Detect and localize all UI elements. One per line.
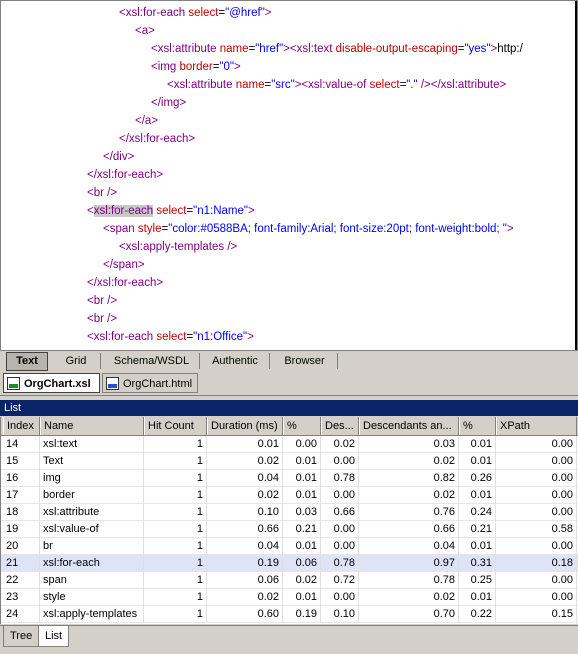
table-cell: 0.78 [321,555,359,572]
code-token: "href" [255,43,284,55]
code-token: select [188,7,219,19]
code-token: "yes" [464,43,491,55]
table-cell: 1 [144,470,207,487]
code-token: "src" [271,79,295,91]
table-cell: 1 [144,589,207,606]
code-token: "0" [219,61,234,73]
column-header[interactable]: XPath [496,417,577,435]
code-token: <br /> [87,295,118,307]
code-token: <img [151,61,180,73]
table-cell: 0.00 [321,538,359,555]
table-cell: 0.04 [207,538,283,555]
table-cell: 0.00 [321,487,359,504]
table-cell: 0.00 [321,589,359,606]
table-cell: 0.66 [359,521,459,538]
code-token: <a> [135,25,155,37]
table-cell: 0.01 [283,470,321,487]
table-cell: 0.04 [207,470,283,487]
panel-title: List [0,400,578,416]
table-cell: 0.19 [207,555,283,572]
code-token: </a> [135,115,159,127]
table-cell: 1 [144,453,207,470]
table-cell: 19 [3,521,40,538]
code-line[interactable] [103,256,145,274]
table-cell: 1 [144,572,207,589]
code-token: <br /> [87,313,118,325]
table-cell: 0.00 [496,504,577,521]
table-cell: 0.97 [359,555,459,572]
table-cell: xsl:for-each [40,555,144,572]
code-token: /></xsl:attribute> [420,79,507,91]
panel-tab-bar [0,625,578,654]
tab-browser[interactable]: Browser [272,353,338,369]
table-cell: xsl:apply-templates [40,606,144,623]
document-tab-bar [0,371,578,396]
table-cell: 0.02 [207,487,283,504]
table-cell: 0.00 [496,470,577,487]
editor-right-border [575,1,577,350]
table-cell: 0.22 [459,606,496,623]
table-cell: 0.00 [496,572,577,589]
code-token: = [248,43,256,55]
table-header [1,417,578,436]
table-cell: style [40,589,144,606]
table-cell: 0.72 [321,572,359,589]
code-token: > [490,43,498,55]
table-cell: 0.00 [496,487,577,504]
code-token: </div> [103,151,135,163]
table-cell: 17 [3,487,40,504]
code-token: "n1:Name" [193,205,248,217]
code-line[interactable] [87,166,163,184]
table-cell: 0.78 [359,572,459,589]
table-row[interactable] [1,538,578,555]
table-cell: 0.58 [496,521,577,538]
table-cell: 0.21 [459,521,496,538]
tab-text[interactable]: Text [6,352,48,371]
code-token: <xsl:for-each [119,7,189,19]
table-cell: 22 [3,572,40,589]
table-cell: 0.01 [283,538,321,555]
code-line[interactable] [119,238,237,256]
column-header[interactable]: Hit Count [144,417,207,435]
table-cell: 0.66 [207,521,283,538]
column-header[interactable]: % [459,417,496,435]
table-row[interactable] [1,606,578,623]
code-line[interactable] [103,220,514,238]
tab-schema-wsdl[interactable]: Schema/WSDL [104,353,200,369]
table-cell: 0.01 [283,453,321,470]
table-cell: 16 [3,470,40,487]
table-cell: 1 [144,504,207,521]
code-token: <xsl:attribute [151,43,220,55]
table-cell: 0.02 [207,453,283,470]
code-token: ><xsl:text [283,43,336,55]
table-cell: 0.06 [283,555,321,572]
table-cell: 0.01 [283,589,321,606]
document-tab-label: OrgChart.xsl [24,378,91,390]
document-tab-label: OrgChart.html [123,378,193,390]
code-token: <xsl:for-each [87,331,157,343]
table-cell: 0.70 [359,606,459,623]
table-row[interactable] [1,470,578,487]
table-cell: 0.10 [207,504,283,521]
table-cell: 1 [144,521,207,538]
code-token: > [264,7,272,19]
table-cell: Text [40,453,144,470]
table-cell: 0.26 [459,470,496,487]
table-cell: 0.76 [359,504,459,521]
table-cell: xsl:value-of [40,521,144,538]
code-line[interactable] [87,274,163,292]
code-token: <xsl:apply-templates /> [119,241,238,253]
code-token: = [212,61,220,73]
table-row[interactable] [1,487,578,504]
code-line[interactable] [87,328,254,346]
table-row[interactable] [1,589,578,606]
table-cell: 1 [144,555,207,572]
table-cell: img [40,470,144,487]
table-cell: 0.00 [496,453,577,470]
column-header[interactable]: Descendants an... [359,417,459,435]
table-row[interactable] [1,555,578,572]
code-token: </xsl:for-each> [87,277,164,289]
table-cell: 0.00 [496,589,577,606]
table-cell: 0.02 [359,589,459,606]
table-row[interactable] [1,572,578,589]
code-token: = [264,79,272,91]
code-token: < [87,205,94,217]
code-token: = [218,7,226,19]
profiler-list-table[interactable] [0,417,578,624]
code-token: </xsl:for-each> [119,133,196,145]
code-line[interactable] [87,184,117,202]
table-cell: 0.18 [496,555,577,572]
code-line[interactable] [151,94,186,112]
table-cell: 0.00 [283,436,321,453]
table-row[interactable] [1,453,578,470]
table-cell: 15 [3,453,40,470]
table-cell: 0.00 [321,521,359,538]
code-token: xsl:for-each [93,205,154,217]
code-token: name [235,79,265,91]
table-cell: br [40,538,144,555]
table-cell: 0.00 [321,453,359,470]
code-token: "color:#0588BA; font-family:Arial; font-size:20pt; font-weight:bold; " [168,223,507,235]
column-header[interactable]: % [283,417,321,435]
code-token: </xsl:for-each> [87,169,164,181]
table-cell: 0.03 [283,504,321,521]
code-token: = [161,223,169,235]
code-token: "." [406,79,421,91]
table-cell: 0.01 [459,538,496,555]
table-cell: 0.10 [321,606,359,623]
table-row[interactable] [1,436,578,453]
table-cell: 0.60 [207,606,283,623]
table-cell: 0.04 [359,538,459,555]
tab-grid[interactable]: Grid [52,353,101,369]
code-token: = [186,331,194,343]
code-line[interactable] [151,40,523,58]
code-line[interactable] [151,58,241,76]
code-token: "n1:Office" [193,331,248,343]
table-cell: 0.78 [321,470,359,487]
table-cell: 18 [3,504,40,521]
table-cell: 21 [3,555,40,572]
code-token: <span [103,223,138,235]
code-token: = [186,205,194,217]
table-cell: 23 [3,589,40,606]
code-token: <xsl:attribute [167,79,236,91]
code-token: border [179,61,213,73]
code-line[interactable] [135,22,155,40]
code-token: <br /> [87,187,118,199]
code-token: disable-output-escaping [335,43,458,55]
code-token: "@href" [225,7,265,19]
tab-list[interactable]: List [38,626,69,647]
table-cell: xsl:attribute [40,504,144,521]
table-cell: 0.82 [359,470,459,487]
code-token: http:/ [497,43,523,55]
table-cell: 14 [3,436,40,453]
code-token: ><xsl:value-of [294,79,370,91]
table-cell: 0.02 [321,436,359,453]
table-cell: 0.02 [283,572,321,589]
code-token: select [369,79,400,91]
code-line[interactable] [167,76,506,94]
table-cell: 1 [144,606,207,623]
table-cell: 0.02 [359,487,459,504]
xsl-file-icon [7,377,20,390]
table-cell: 0.01 [459,436,496,453]
table-cell: 0.31 [459,555,496,572]
table-cell: border [40,487,144,504]
code-token: = [457,43,465,55]
table-cell: 20 [3,538,40,555]
table-cell: 1 [144,436,207,453]
table-cell: 0.66 [321,504,359,521]
code-token: > [506,223,514,235]
table-cell: 1 [144,538,207,555]
table-cell: 1 [144,487,207,504]
code-token: = [399,79,407,91]
table-cell: 0.01 [459,589,496,606]
tab-tree[interactable]: Tree [3,626,39,647]
html-file-icon [106,377,119,390]
code-token: </span> [103,259,145,271]
table-cell: 0.01 [459,453,496,470]
code-line[interactable] [119,130,195,148]
code-line[interactable] [87,292,117,310]
table-cell: 0.21 [283,521,321,538]
code-token: name [219,43,249,55]
code-token: > [233,61,241,73]
code-line[interactable] [135,112,158,130]
table-cell: xsl:text [40,436,144,453]
tab-authentic[interactable]: Authentic [201,353,270,369]
table-cell: 0.06 [207,572,283,589]
code-token: select [156,205,187,217]
table-cell: 0.24 [459,504,496,521]
table-cell: 0.01 [459,487,496,504]
table-cell: 0.00 [496,436,577,453]
document-tab-orgchart-xsl[interactable] [3,373,100,393]
column-header[interactable]: Des... [321,417,359,435]
code-line[interactable] [87,310,117,328]
table-cell: 0.01 [207,436,283,453]
column-header[interactable]: Name [40,417,144,435]
table-cell: 0.19 [283,606,321,623]
code-token: > [247,205,255,217]
table-cell: 0.25 [459,572,496,589]
table-cell: 0.02 [359,453,459,470]
document-tab-orgchart-html[interactable] [102,373,198,393]
table-cell: 0.02 [207,589,283,606]
table-row[interactable] [1,521,578,538]
table-cell: 24 [3,606,40,623]
table-cell: 0.03 [359,436,459,453]
table-cell: 0.01 [283,487,321,504]
code-token: style [137,223,162,235]
column-header[interactable]: Duration (ms) [207,417,283,435]
view-tab-bar [0,350,578,371]
code-line[interactable] [87,202,255,220]
table-row[interactable] [1,504,578,521]
code-token: select [156,331,187,343]
code-line[interactable] [119,4,272,22]
code-line[interactable] [103,148,134,166]
code-token: > [247,331,254,343]
table-cell: 0.00 [496,538,577,555]
column-header[interactable]: Index [3,417,40,435]
code-token: </img> [151,97,187,109]
table-cell: 0.15 [496,606,577,623]
table-cell: span [40,572,144,589]
